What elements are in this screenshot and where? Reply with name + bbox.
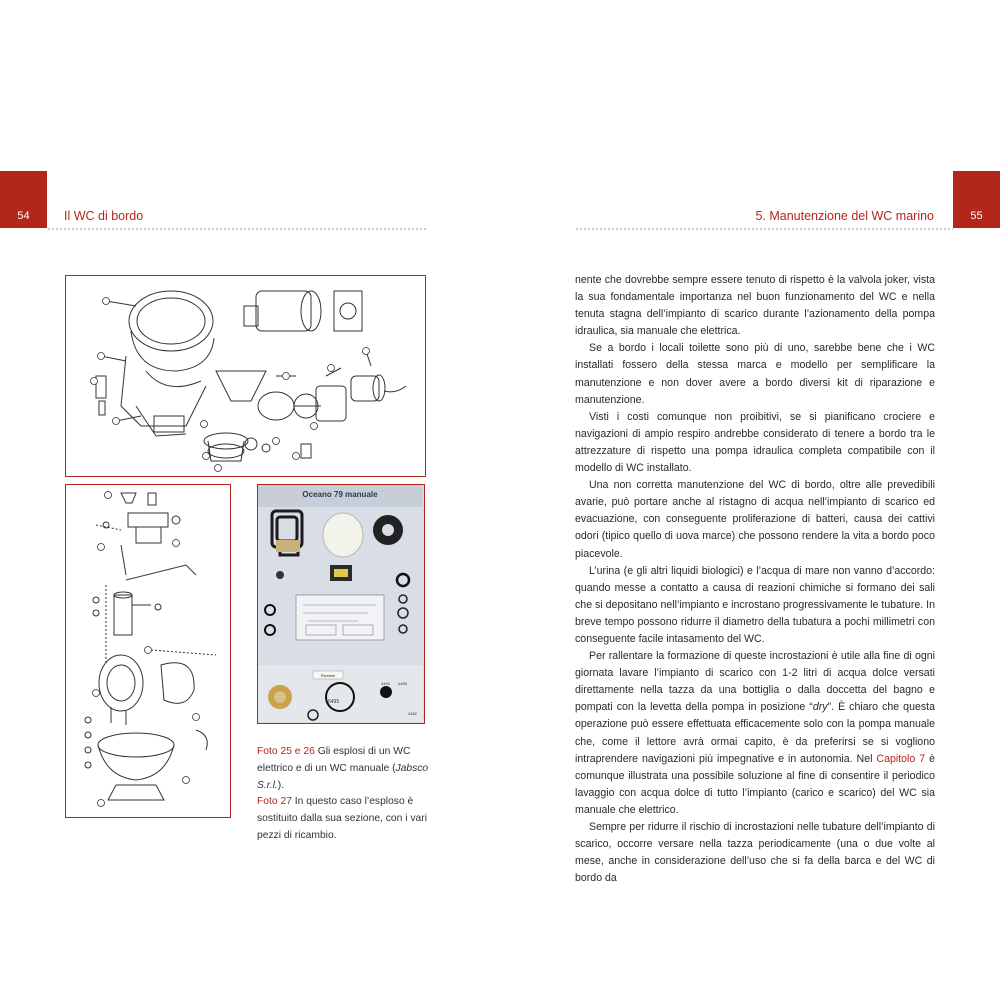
manual-wc-exploded-drawing (66, 485, 229, 816)
board-mark-0: 4493 (381, 681, 390, 686)
paragraph-2: Se a bordo i locali toilette sono più di uno, sarebbe bene che i WC installati fossero della stessa marca e modello per semplificare la manutenzione e non dover avere a bordo diversi kit di riparazione e manutenzione. (575, 342, 935, 406)
paragraph-5: L’urina (e gli altri liquidi biologici) e l’acqua di mare non vanno d’accordo: quando messe a contatto a causa di reazioni chimiche si formano dei sali che si depositano nell’impianto e incrostano progressivamente le tubature. In breve tempo possono ridurre il diametro della tubatura a pochi millimetri con conseguente facile intasamento del WC. (575, 564, 935, 645)
caption-text-2: In questo caso l’esploso è sostituito dalla sua sezione, con i vari pezzi di ricambio. (257, 796, 427, 841)
board-mark-2: 4486 (398, 681, 407, 686)
paragraph-4: Una non corretta manutenzione del WC di bordo, oltre alle prevedibili avarie, può portare anche al ristagno di acqua nell’impianto di scarico ed evacuazione, con conseguente proliferazione di batteri, causa dei cattivi odori (tipico quello di uova marce) che possono rendere la vita a bordo poco piacevole. (575, 479, 935, 560)
body-text (575, 272, 935, 887)
running-head-left: Il WC di bordo (64, 209, 144, 223)
chapter-7-link[interactable]: Capitolo 7 (876, 752, 926, 765)
caption-text-1: Gli esplosi di un WC elettrico e di un WC manuale ( (257, 746, 411, 774)
board-title: Oceano 79 manuale (302, 490, 378, 499)
paragraph-6-a: Per rallentare la formazione di queste incrostazioni è utile alla fine di ogni giornata lavare l’impianto di scarico con 1-2 litri di acqua dolce versati direttamente nella tazza da una bottiglia o dalla doccetta del bagno e pompati con la levetta della pompa in posizione “ (575, 650, 935, 714)
figure-electric-wc-exploded (65, 275, 426, 477)
page-number-tab-right (953, 171, 1000, 228)
caption-label-2: Foto 27 (257, 796, 292, 808)
caption-label-1: Foto 25 e 26 (257, 746, 315, 757)
header-dotted-rule-right (575, 227, 953, 232)
board-mark-3: 4482 (408, 711, 417, 716)
electric-wc-exploded-drawing (66, 276, 424, 475)
board-tag: Ricambi (320, 673, 336, 678)
caption-text-1-end: ). (277, 779, 285, 791)
running-head-right: 5. Manutenzione del WC marino (755, 209, 934, 223)
paragraph-7: Sempre per ridurre il rischio di incrostazioni nelle tubature dell’impianto di scarico, occorre versare nella tazza periodicamente (una o due volte al mese, anche in considerazione dell’uso che si fa della barca e del WC di bordo da (575, 821, 935, 885)
figure-manual-wc-exploded (65, 484, 231, 818)
page-number-right: 55 (970, 210, 983, 222)
paragraph-3: Visti i costi comunque non proibitivi, se si pianificano crociere e navigazioni di ampio respiro andrebbe considerato di tenere a bordo tra le attrezzature di rispetto una pompa idraulica completa compatibile con il modello di WC installato. (575, 410, 935, 475)
figure-caption (257, 744, 429, 845)
figure-section-photo (257, 484, 425, 724)
header-dotted-rule-left (47, 227, 427, 232)
section-board-photo (258, 485, 423, 722)
page-number-tab-left (0, 171, 47, 228)
paragraph-6-b: ”. È chiaro che questa operazione può essere effettuata efficacemente solo con la pompa manuale che, come il lettore avrà ormai capito, è da preferirsi se si vogliono intraprendere navigazioni più impegnative e in autonomia. Nel (575, 701, 935, 765)
paragraph-6 (575, 648, 935, 819)
paragraph-6-dry: dry (812, 701, 828, 714)
board-mark-1: 6495 (328, 699, 340, 705)
paragraph-1: nente che dovrebbe sempre essere tenuto di rispetto è la valvola joker, vista la sua fondamentale importanza nel buon funzionamento del WC e nella tenuta stagna dell’impianto di scarico durante l’azionamento della pompa idraulica, sia manuale che elettrica. (575, 274, 935, 338)
caption-brand: Jabsco S.r.l. (257, 762, 429, 791)
page-number-left: 54 (17, 210, 30, 222)
paragraph-6-c: è comunque illustrata una possibile soluzione al fine di consentire il periodico lavaggio con acqua dolce di tutto l’impianto (carico e scarico) del WC sia manuale che elettrico. (575, 752, 936, 816)
